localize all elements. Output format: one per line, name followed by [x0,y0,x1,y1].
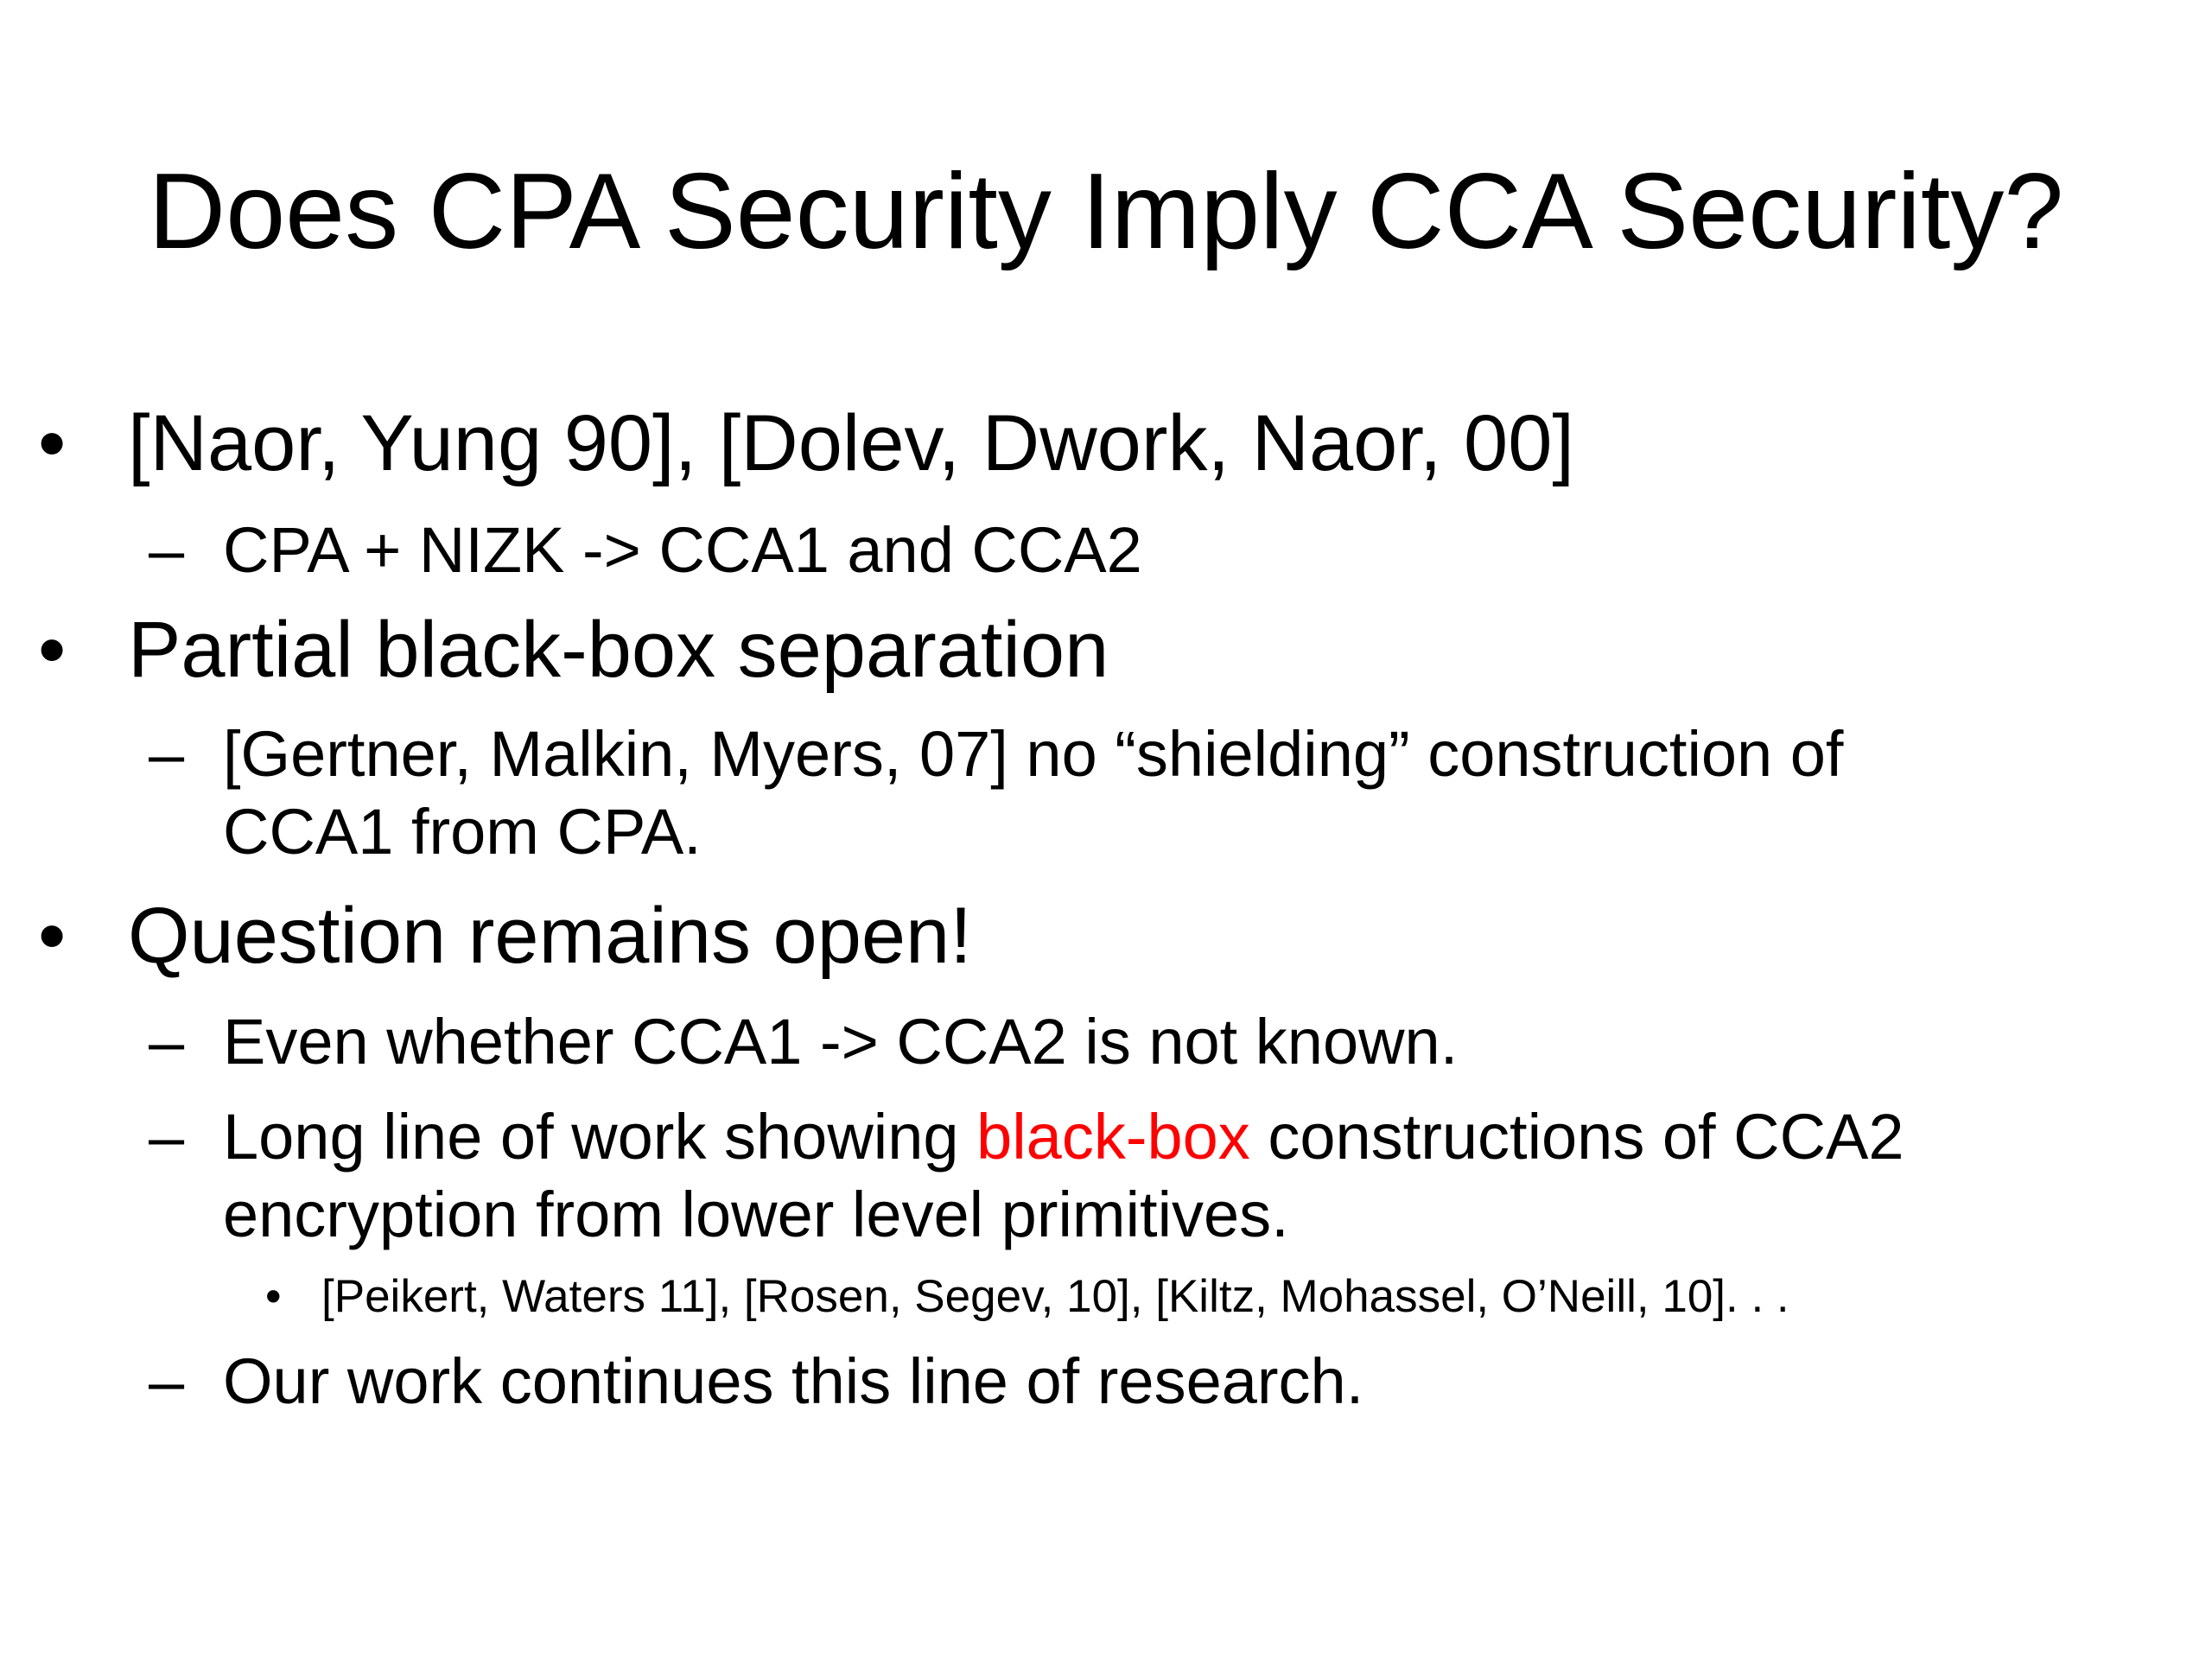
sub-long-line-line1 [223,1097,1904,1177]
sub-cpa-nizk: CPA + NIZK -> CCA1 and CCA2 [223,514,1142,586]
sub-long-line-after: constructions of CCA2 [1249,1101,1904,1173]
dash-marker: – [149,1006,185,1077]
sub-gertner-line2: CCA1 from CPA. [223,796,702,868]
bullet-question-open: Question remains open! [128,892,972,980]
black-box-highlight: black-box [976,1101,1250,1173]
bullet-partial-separation: Partial black-box separation [128,606,1109,694]
bullet-marker: • [38,399,67,487]
dash-marker: – [149,514,185,586]
citations-list: [Peikert, Waters 11], [Rosen, Segev, 10], [Kiltz, Mohassel, O’Neill, 10]. . . [321,1271,1789,1322]
sub-bullet-marker: • [265,1271,282,1322]
sub-long-line-line2: encryption from lower level primitives. [223,1179,1289,1250]
bullet-marker: • [38,892,67,980]
dash-marker: – [149,1101,185,1173]
bullet-naor-yung: [Naor, Yung 90], [Dolev, Dwork, Naor, 00] [128,399,1574,487]
dash-marker: – [149,718,185,790]
dash-marker: – [149,1345,185,1417]
sub-cca1-cca2: Even whether CCA1 -> CCA2 is not known. [223,1006,1459,1077]
bullet-marker: • [38,606,67,694]
sub-gertner-line1: [Gertner, Malkin, Myers, 07] no “shielding” construction of [223,718,1844,790]
slide-title: Does CPA Security Imply CCA Security? [148,152,2064,271]
sub-our-work: Our work continues this line of research. [223,1345,1364,1417]
sub-long-line-before: Long line of work showing [223,1101,977,1173]
